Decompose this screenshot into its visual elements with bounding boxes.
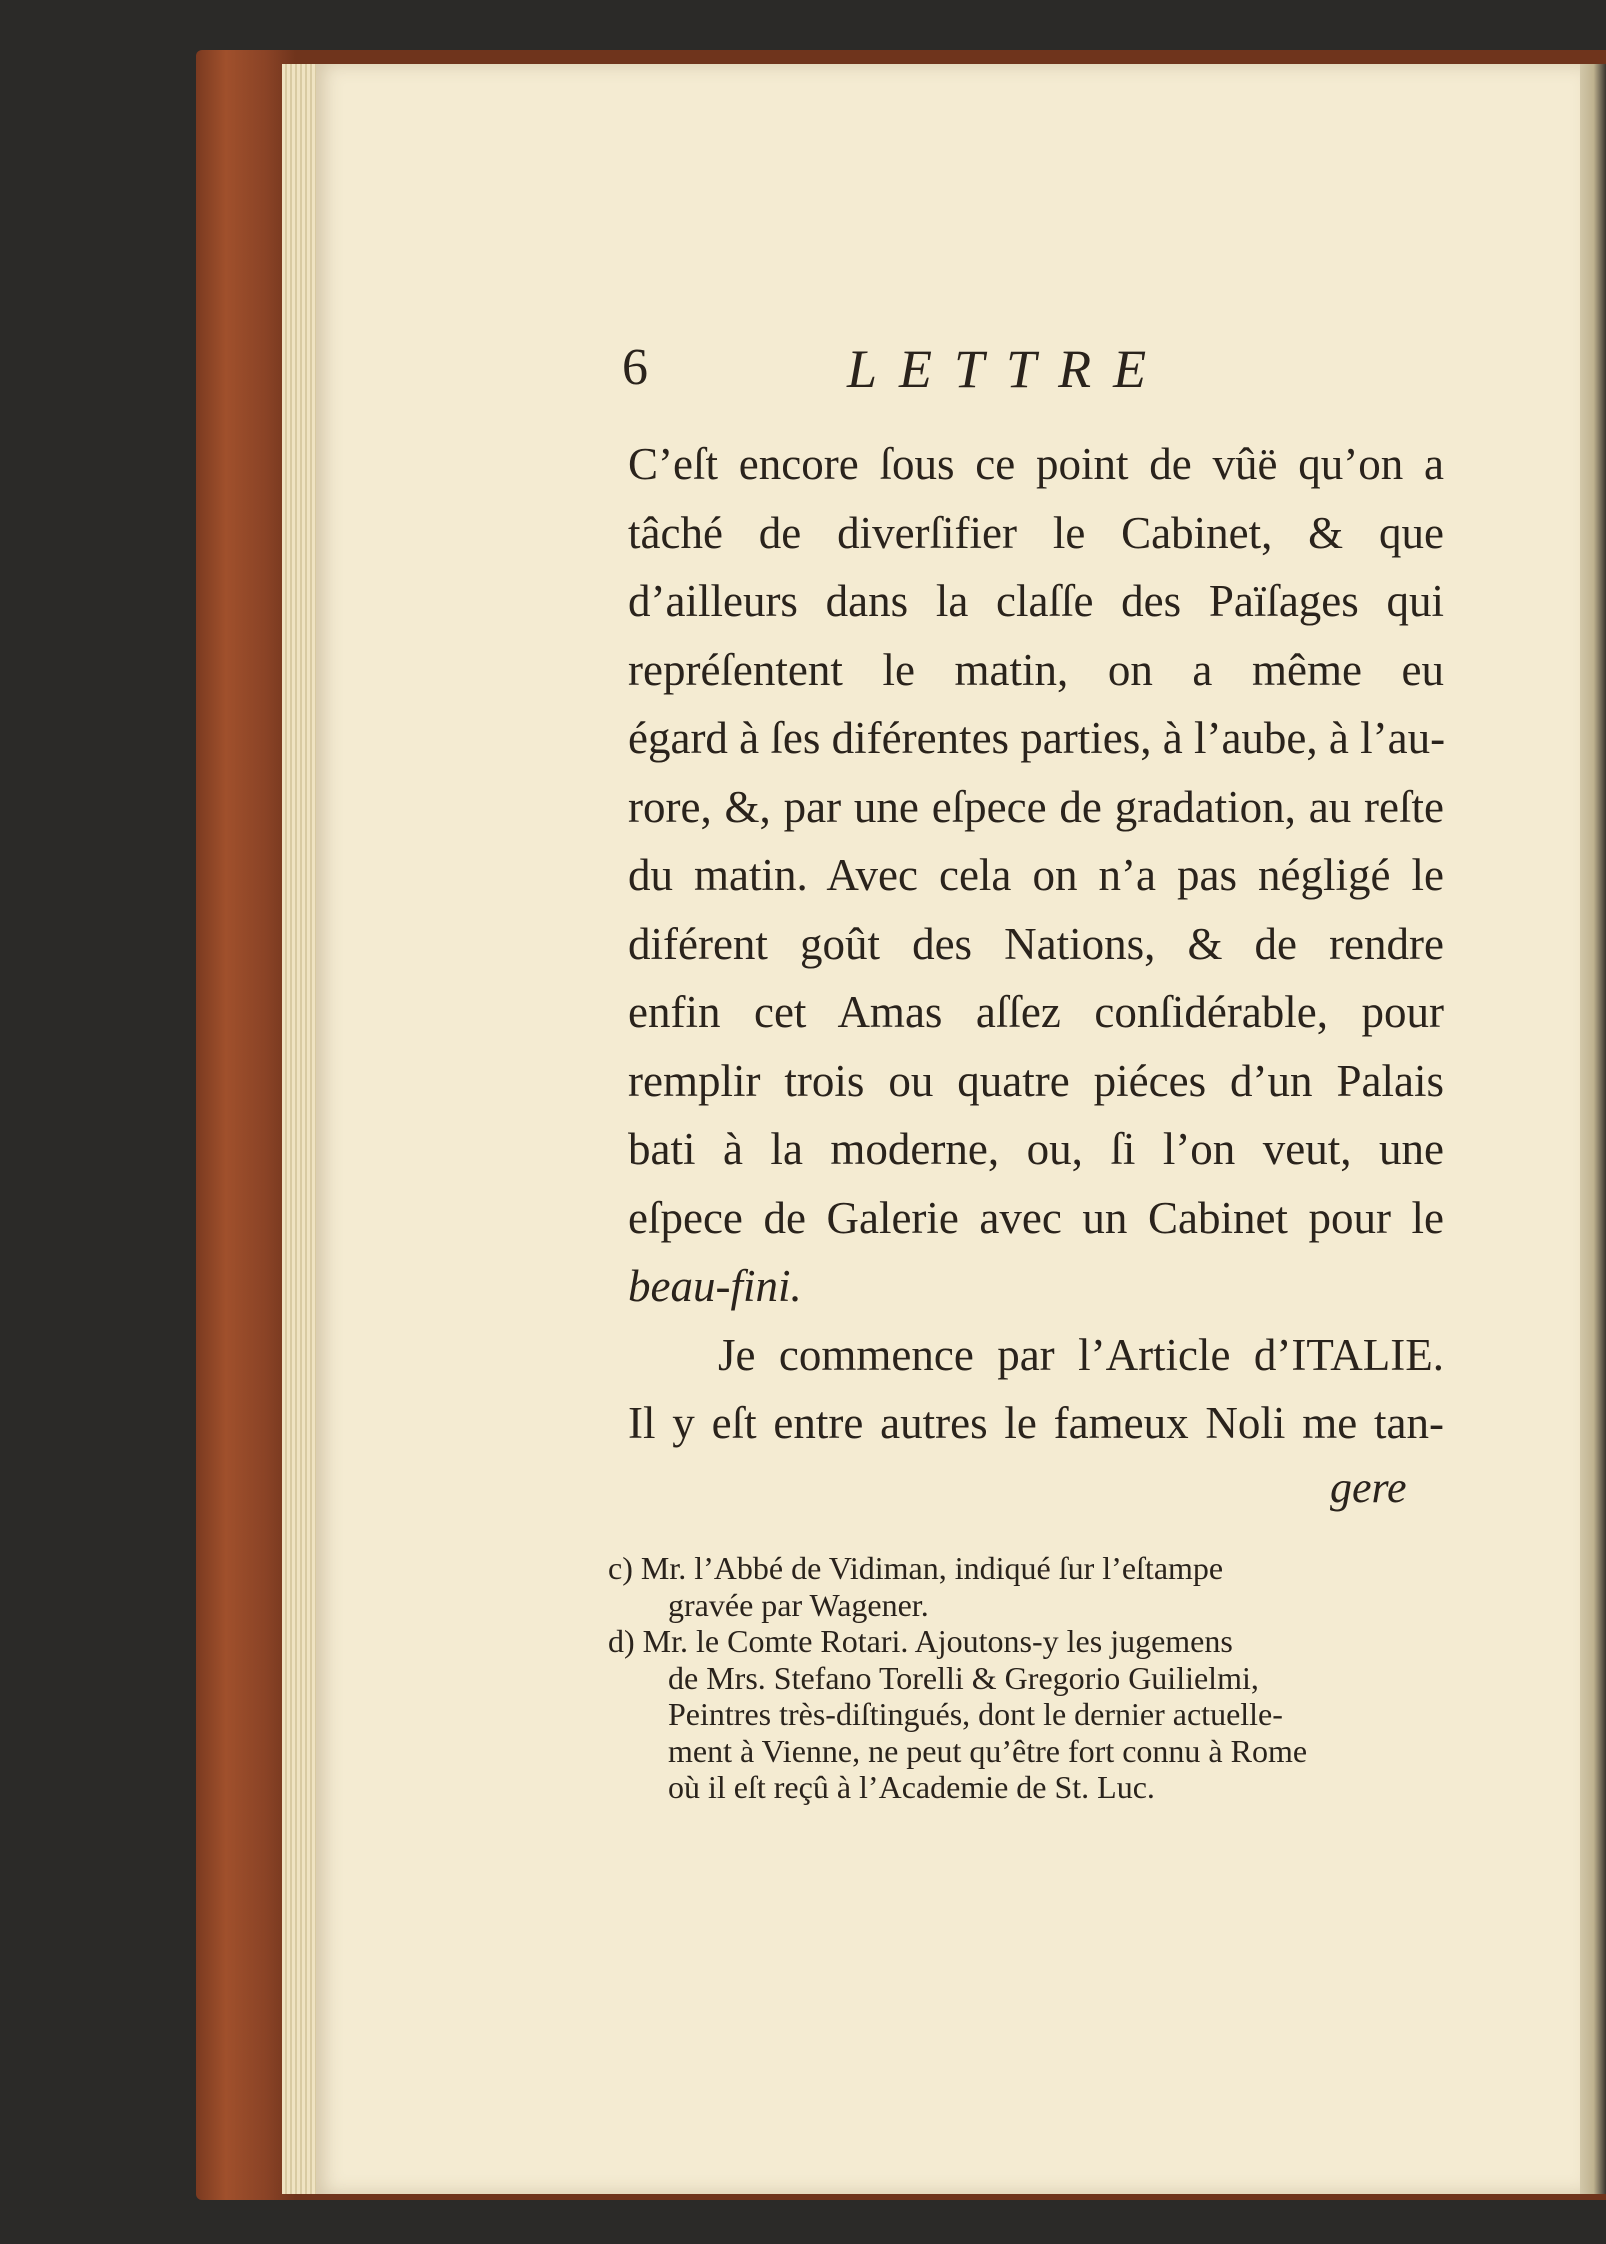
body-line: Il y eſt entre autres le fameux Noli me tan- <box>628 1398 1444 1448</box>
running-head: LETTRE <box>847 339 1169 399</box>
body-line: du matin. Avec cela on n’a pas négligé le <box>628 850 1444 900</box>
body-line: C’eſt encore ſous ce point de vûë qu’on a <box>628 439 1444 489</box>
body-line: enfin cet Amas aſſez conſidérable, pour <box>628 987 1444 1037</box>
footnote-line: de Mrs. Stefano Torelli & Gregorio Guilielmi, <box>668 1659 1259 1696</box>
page-number: 6 <box>622 339 648 396</box>
footnote-line: d) Mr. le Comte Rotari. Ajoutons-y les jugemens <box>608 1623 1233 1659</box>
catchword: gere <box>1330 1463 1407 1512</box>
body-line: diférent goût des Nations, & de rendre <box>628 918 1444 969</box>
body-line: d’ailleurs dans la claſſe des Païſages qui <box>628 576 1444 626</box>
body-line: repréſentent le matin, on a même eu <box>628 644 1444 695</box>
footnote-line: où il eſt reçû à l’Academie de St. Luc. <box>668 1769 1155 1805</box>
footnote-line: Peintres très-diſtingués, dont le dernier actuelle- <box>668 1696 1283 1732</box>
page-header <box>312 338 1212 408</box>
body-line: beau-fini. <box>628 1261 802 1311</box>
body-text <box>628 430 1444 1458</box>
body-line: eſpece de Galerie avec un Cabinet pour le <box>628 1192 1444 1243</box>
body-line: égard à ſes diférentes parties, à l’aube, à l’au- <box>628 713 1446 763</box>
footnote-line: ment à Vienne, ne peut qu’être fort connu à Rome <box>668 1732 1308 1769</box>
body-line: bati à la moderne, ou, ſi l’on veut, une <box>628 1124 1444 1174</box>
body-line: remplir trois ou quatre piéces d’un Palais <box>628 1055 1444 1106</box>
body-line: tâché de diverſifier le Cabinet, & que <box>628 507 1444 558</box>
footnotes <box>608 1550 1444 1806</box>
footnote-line: gravée par Wagener. <box>668 1586 929 1623</box>
body-line: rore, &, par une eſpece de gradation, au reſte <box>628 781 1444 832</box>
body-line: Je commence par l’Article d’ITALIE. <box>718 1329 1444 1380</box>
page-stack-edge <box>282 64 316 2194</box>
footnote-line: c) Mr. l’Abbé de Vidiman, indiqué ſur l’eſtampe <box>608 1550 1224 1586</box>
